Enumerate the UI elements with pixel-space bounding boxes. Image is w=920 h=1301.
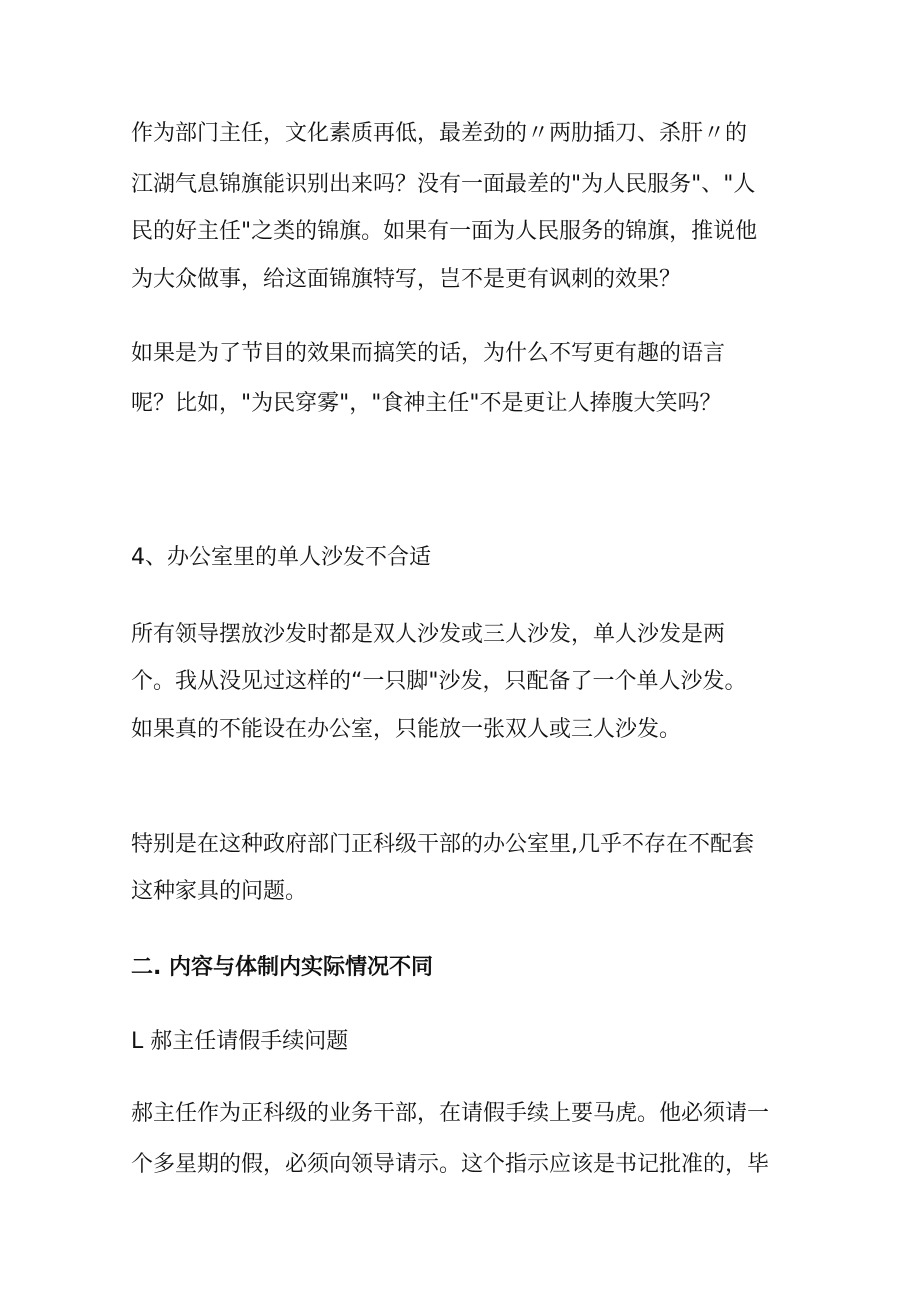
paragraph-line: 如果真的不能设在办公室，只能放一张双人或三人沙发。 [131,717,682,742]
paragraph-line: 作为部门主任，文化素质再低，最差劲的〃两肋插刀、杀肝〃的 [131,121,748,146]
paragraph-line: 郝主任作为正科级的业务干部，在请假手续上要马虎。他必须请一 [131,1101,770,1126]
paragraph-line: 这种家具的问题。 [131,879,308,904]
paragraph-line: 个。我从没见过这样的“一只脚"沙发，只配备了一个单人沙发。 [131,669,747,694]
paragraph-line: 个多星期的假，必须向领导请示。这个指示应该是书记批准的，毕 [131,1152,770,1177]
section-2-title: 二. 内容与体制内实际情况不同 [131,955,434,980]
paragraph-line: 为大众做事，给这面锦旗特写，岂不是更有讽刺的效果？ [131,267,682,292]
paragraph-line: 如果是为了节目的效果而搞笑的话，为什么不写更有趣的语言 [131,341,726,366]
paragraph-line: 呢？比如，"为民穿雾"，"食神主任"不是更让人捧腹大笑吗？ [131,391,722,416]
paragraph-line: 特别是在这种政府部门正科级干部的办公室里,几乎不存在不配套 [131,832,754,857]
paragraph-line: 民的好主任"之类的锦旗。如果有一面为人民服务的锦旗，推说他 [131,219,758,244]
paragraph-line: 江湖气息锦旗能识别出来吗？没有一面最差的"为人民服务"、"人 [131,172,756,197]
subsection-L-title: L 郝主任请假手续问题 [131,1029,349,1054]
section-4-title: 4、办公室里的单人沙发不合适 [131,545,431,570]
paragraph-line: 所有领导摆放沙发时都是双人沙发或三人沙发，单人沙发是两 [131,622,726,647]
